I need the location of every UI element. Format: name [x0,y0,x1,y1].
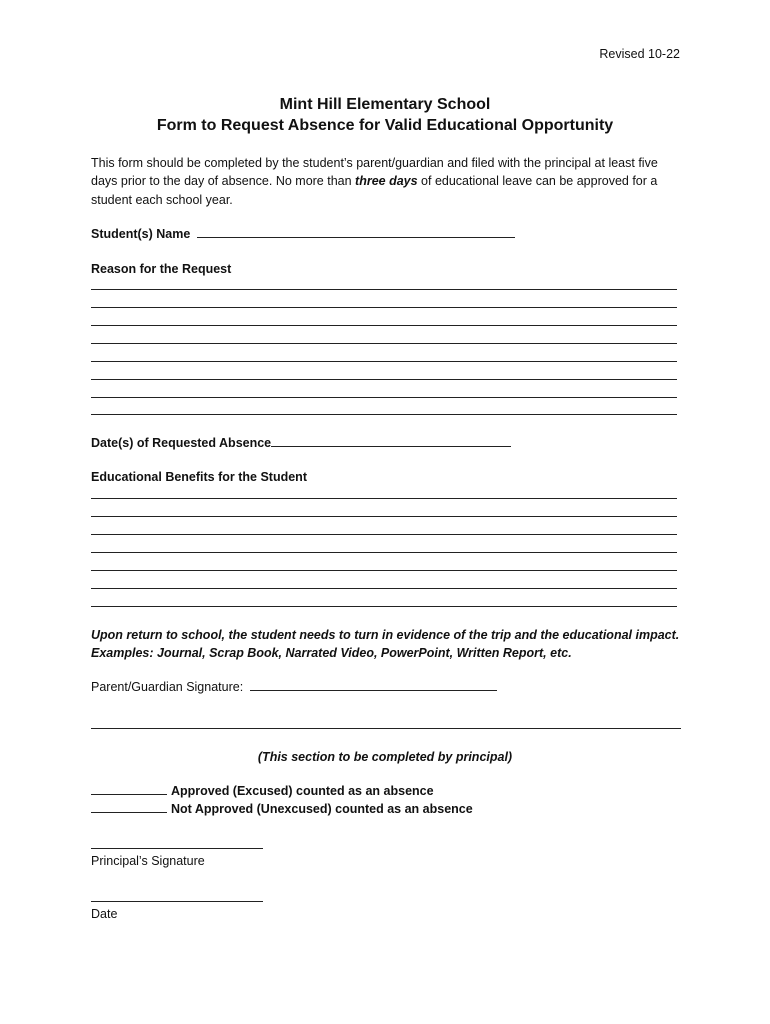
not-approved-label: Not Approved (Unexcused) counted as an absence [171,802,473,816]
return-note-line1: Upon return to school, the student needs to turn in evidence of the trip and the educational impact. [91,628,680,642]
benefits-label: Educational Benefits for the Student [91,470,307,484]
not-approved-option [91,802,473,816]
not-approved-blank[interactable] [91,802,167,813]
parent-signature-field [91,680,497,694]
reason-line[interactable] [91,307,677,308]
approved-label: Approved (Excused) counted as an absence [171,784,434,798]
dates-input[interactable] [271,436,511,447]
benefits-line[interactable] [91,498,677,499]
reason-line[interactable] [91,397,677,398]
reason-line[interactable] [91,379,677,380]
approved-blank[interactable] [91,784,167,795]
reason-line[interactable] [91,414,677,415]
benefits-line[interactable] [91,588,677,589]
dates-field [91,436,511,450]
students-name-label: Student(s) Name [91,227,191,241]
date-label: Date [91,907,118,921]
approved-option [91,784,434,798]
principal-signature-line[interactable] [91,848,263,849]
benefits-line[interactable] [91,552,677,553]
benefits-line[interactable] [91,534,677,535]
dates-label: Date(s) of Requested Absence [91,436,272,450]
return-note [91,626,691,662]
students-name-field [91,227,515,241]
parent-signature-input[interactable] [250,680,497,691]
parent-signature-label: Parent/Guardian Signature: [91,680,244,694]
intro-paragraph [91,154,681,209]
section-divider [91,728,681,729]
intro-text-2: of educational leave can be approved for a student each school year. [91,174,658,207]
intro-emphasis: three days [355,174,418,189]
principal-section-note: (This section to be completed by principal) [257,750,513,764]
students-name-input[interactable] [197,227,515,238]
reason-line[interactable] [91,343,677,344]
school-name: Mint Hill Elementary School [279,96,491,113]
intro-text-1: This form should be completed by the student’s parent/guardian and filed with the principal at least five days prior to the day of absence. No more than [91,156,658,189]
reason-line[interactable] [91,361,677,362]
revision-label: Revised 10-22 [599,47,680,61]
reason-label: Reason for the Request [91,262,232,276]
benefits-line[interactable] [91,516,677,517]
benefits-line[interactable] [91,606,677,607]
benefits-line[interactable] [91,570,677,571]
principal-signature-label: Principal’s Signature [91,854,205,868]
reason-line[interactable] [91,289,677,290]
return-note-line2: Examples: Journal, Scrap Book, Narrated Video, PowerPoint, Written Report, etc. [91,646,572,660]
form-name: Form to Request Absence for Valid Educational Opportunity [156,117,614,134]
reason-line[interactable] [91,325,677,326]
date-line[interactable] [91,901,263,902]
form-title [0,94,770,136]
